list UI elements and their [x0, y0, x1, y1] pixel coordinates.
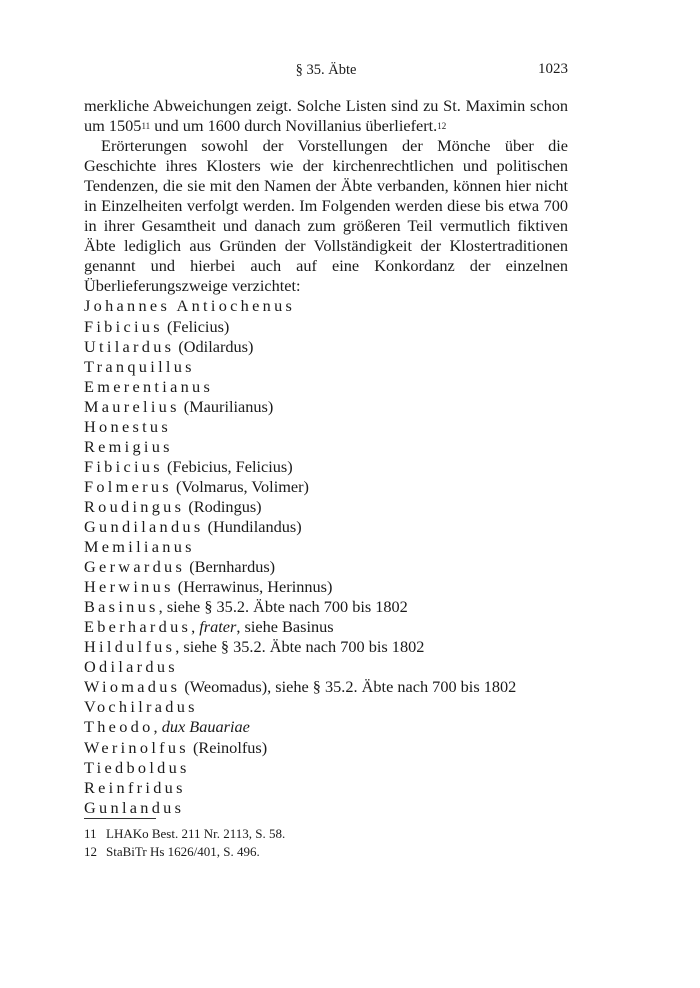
abbot-entry: [84, 357, 568, 377]
abbot-entry: [84, 637, 568, 657]
abbot-name: Eberhardus: [84, 617, 192, 637]
abbot-name: Utilardus: [84, 336, 175, 356]
abbot-entry: [84, 296, 568, 316]
abbot-name: Maurelius: [84, 396, 180, 416]
abbot-name: Folmerus: [84, 476, 172, 496]
abbot-note: (Weomadus), siehe § 35.2. Äbte nach 700 bis 1802: [180, 677, 517, 697]
abbot-entry: [84, 798, 568, 818]
abbot-note: (Febicius, Felicius): [162, 456, 293, 476]
abbot-entry: [84, 337, 568, 357]
abbot-entry: [84, 397, 568, 417]
footnote-number: 12: [84, 844, 97, 859]
abbot-entry: [84, 517, 568, 537]
abbot-note-italic: dux Bauariae: [161, 717, 250, 737]
abbot-entry: [84, 697, 568, 717]
abbot-note: , siehe § 35.2. Äbte nach 700 bis 1802: [175, 637, 425, 657]
footnote-ref: 11: [141, 121, 151, 132]
abbot-entry: [84, 758, 568, 778]
abbot-name: Reinfridus: [84, 777, 186, 797]
footnotes: [84, 825, 285, 861]
abbot-name: Fibicius: [84, 456, 163, 476]
abbot-entry: [84, 597, 568, 617]
abbot-name: Wiomadus: [84, 677, 181, 697]
abbot-note: , siehe § 35.2. Äbte nach 700 bis 1802: [158, 597, 408, 617]
abbot-name: Johannes Antiochenus: [84, 296, 296, 316]
abbot-entry: [84, 657, 568, 677]
running-header: [84, 62, 568, 82]
paragraph-text: merkliche Abweichungen zeigt. Solche Listen sind zu St. Maximin schon um 1505: [84, 96, 568, 136]
abbot-name: Tranquillus: [84, 356, 195, 376]
abbot-entry: [84, 477, 568, 497]
abbot-entry: [84, 417, 568, 437]
abbot-entry: [84, 778, 568, 798]
paragraph-intro: Erörterungen sowohl der Vorstellungen der Mönche über die Geschichte ihres Klosters wie der kirchenrechtlichen und politischen Tendenzen, die sie mit den Namen der Äbte verbanden, können hier nicht in Einzelheiten verfolgt werden. Im Folgenden werden diese bis etwa 700 in ihrer Gesamtheit und danach zum größeren Teil vermutlich fiktiven Äbte lediglich aus Gründen der Vollständigkeit der Klostertraditionen genannt und hierbei auch auf eine Konkordanz der einzelnen Überlieferungszweige verzichtet:: [84, 136, 568, 296]
abbot-note: (Felicius): [162, 316, 230, 336]
abbot-entry: [84, 497, 568, 517]
abbot-name: Basinus: [84, 597, 159, 617]
running-title: § 35. Äbte: [295, 62, 357, 78]
footnote-text: StaBiTr Hs 1626/401, S. 496.: [106, 844, 260, 859]
abbot-note: (Bernhardus): [185, 557, 276, 577]
abbot-note: (Hundilandus): [203, 516, 302, 536]
main-text: [84, 96, 568, 818]
paragraph-text: und um 1600 durch Novillanius überliefert.: [150, 116, 438, 136]
abbot-note: ,: [153, 717, 162, 737]
abbot-entry: [84, 577, 568, 597]
abbot-name: Hildulfus: [84, 637, 176, 657]
abbot-name: Remigius: [84, 436, 173, 456]
abbot-name: Herwinus: [84, 577, 174, 597]
footnote-number: 11: [84, 826, 97, 841]
abbot-note: (Maurilianus): [179, 396, 274, 416]
abbot-note: , siehe Basinus: [236, 617, 334, 637]
footnote-separator: [84, 818, 156, 819]
abbot-name: Honestus: [84, 416, 172, 436]
footnote-text: LHAKo Best. 211 Nr. 2113, S. 58.: [106, 826, 286, 841]
abbot-note: ,: [191, 617, 200, 637]
abbot-note: (Volmarus, Volimer): [171, 476, 309, 496]
abbot-entry: [84, 457, 568, 477]
footnote-ref: 12: [437, 121, 447, 132]
abbot-list: [84, 296, 568, 817]
abbot-name: Gundilandus: [84, 516, 204, 536]
abbot-entry: [84, 617, 568, 637]
abbot-entry: [84, 377, 568, 397]
abbot-note: (Odilardus): [174, 336, 254, 356]
page-number: 1023: [538, 61, 568, 77]
abbot-name: Memilianus: [84, 537, 195, 557]
footnote: [84, 843, 285, 861]
abbot-note: (Herrawinus, Herinnus): [173, 577, 333, 597]
abbot-name: Theodo: [84, 717, 154, 737]
abbot-name: Gunlandus: [84, 797, 185, 817]
abbot-name: Fibicius: [84, 316, 163, 336]
abbot-name: Emerentianus: [84, 376, 214, 396]
abbot-entry: [84, 717, 568, 737]
abbot-name: Vochilradus: [84, 697, 198, 717]
abbot-entry: [84, 677, 568, 697]
abbot-entry: [84, 537, 568, 557]
abbot-name: Tiedboldus: [84, 757, 190, 777]
abbot-note: (Reinolfus): [188, 737, 268, 757]
abbot-note: (Rodingus): [184, 496, 262, 516]
paragraph-continuation: [84, 96, 568, 136]
abbot-name: Werinolfus: [84, 737, 189, 757]
abbot-entry: [84, 317, 568, 337]
abbot-entry: [84, 437, 568, 457]
abbot-name: Roudingus: [84, 496, 185, 516]
abbot-name: Gerwardus: [84, 557, 186, 577]
abbot-entry: [84, 557, 568, 577]
abbot-note-italic: frater: [199, 617, 237, 637]
abbot-name: Odilardus: [84, 657, 178, 677]
footnote: [84, 825, 285, 843]
abbot-entry: [84, 738, 568, 758]
